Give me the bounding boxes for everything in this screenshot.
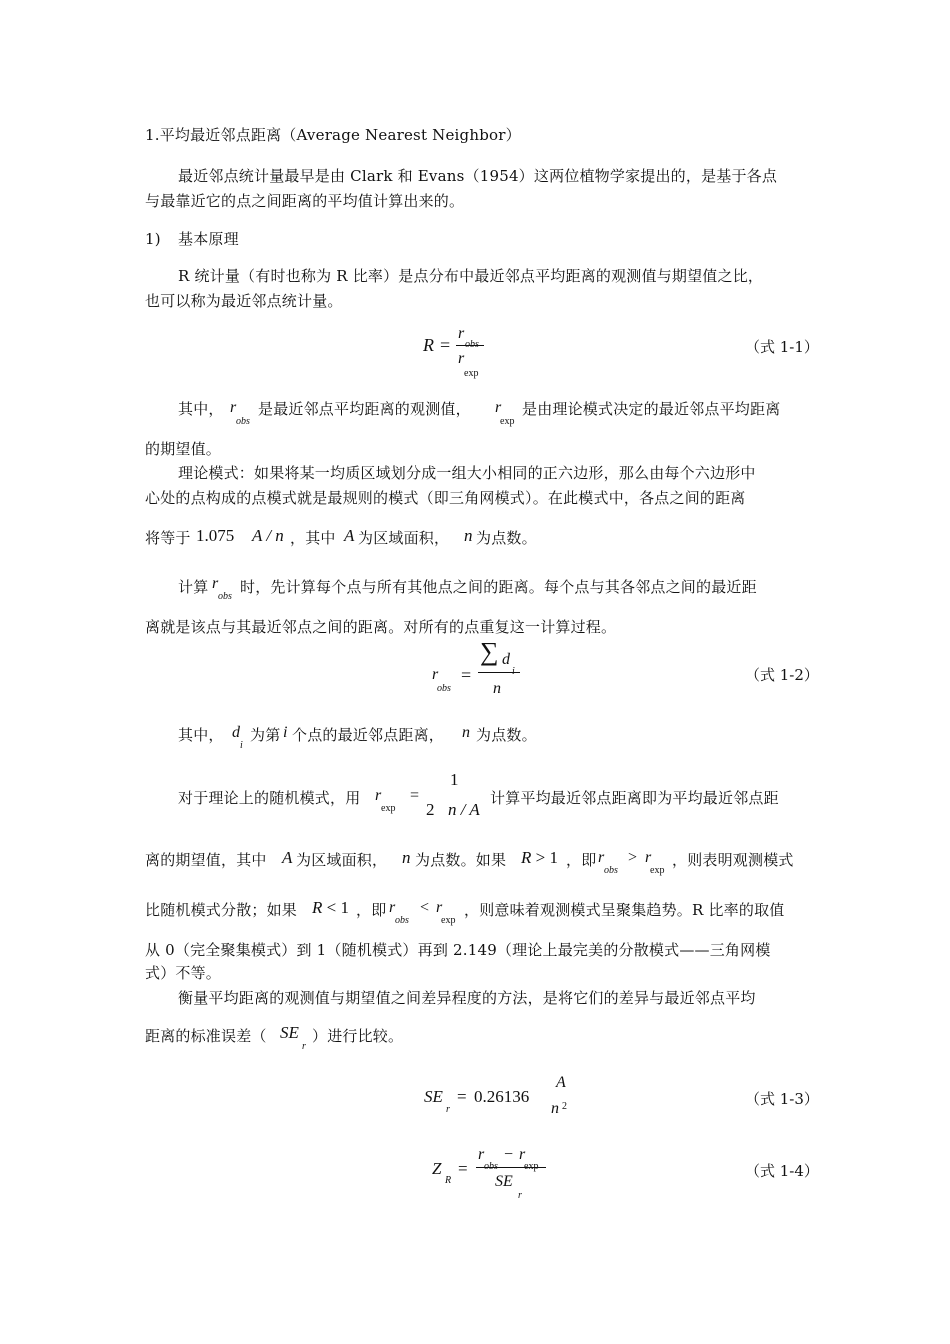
para3-line2: 的期望值。 bbox=[145, 440, 222, 458]
equation-1-3-label: （式 1-3） bbox=[745, 1090, 819, 1108]
section-title: 1.平均最近邻点距离（Average Nearest Neighbor） bbox=[145, 126, 521, 144]
para5-b: 时，先计算每个点与所有其他点之间的距离。每个点与其各邻点之间的最近距 bbox=[240, 578, 757, 596]
para4-line1: 理论模式：如果将某一均质区域划分成一组大小相同的正六边形，那么由每个六边形中 bbox=[178, 464, 756, 482]
para7-line5: 式）不等。 bbox=[145, 964, 222, 982]
para7-line3-a: 比随机模式分散；如果 bbox=[145, 901, 298, 919]
equation-1-2-label: （式 1-2） bbox=[745, 666, 819, 684]
equation-1-1-label: （式 1-1） bbox=[745, 338, 819, 356]
para7-line3-c: ，则意味着观测模式呈聚集趋势。R 比率的取值 bbox=[464, 901, 785, 919]
subsection-number: 1) bbox=[145, 230, 161, 248]
para7-line2-a: 离的期望值，其中 bbox=[145, 851, 267, 869]
para7-line4: 从 0（完全聚集模式）到 1（随机模式）再到 2.149（理论上最完美的分散模式——三角网模 bbox=[145, 941, 771, 959]
r-obs-symbol: r bbox=[230, 399, 237, 416]
para3-a: 其中， bbox=[178, 400, 224, 418]
equation-1-4-label: （式 1-4） bbox=[745, 1162, 819, 1180]
para2-line2: 也可以称为最近邻点统计量。 bbox=[145, 292, 343, 310]
para6-b: 为第 bbox=[250, 726, 281, 744]
para5-a: 计算 bbox=[178, 578, 209, 596]
sqrt-a-over-n: A / n bbox=[252, 526, 284, 545]
para4-line2: 心处的点构成的点模式就是最规则的模式（即三角网模式）。在此模式中，各点之间的距离 bbox=[145, 489, 746, 507]
para6-a: 其中， bbox=[178, 726, 224, 744]
para2-line1: R 统计量（有时也称为 R 比率）是点分布中最近邻点平均距离的观测值与期望值之比， bbox=[178, 267, 764, 285]
para4-line3-d: 为点数。 bbox=[476, 529, 537, 547]
para6-c: 个点的最近邻点距离， bbox=[292, 726, 445, 744]
para7-b: 计算平均最近邻点距离即为平均最近邻点距 bbox=[490, 789, 779, 807]
para1-line1: 最近邻点统计量最早是由 Clark 和 Evans（1954）这两位植物学家提出的，是基于各点 bbox=[178, 167, 778, 185]
para8-line2-b: ）进行比较。 bbox=[312, 1027, 404, 1045]
para7-a: 对于理论上的随机模式，用 bbox=[178, 789, 361, 807]
para4-line3-a: 将等于 bbox=[145, 529, 191, 547]
para8-line2-a: 距离的标准误差（ bbox=[145, 1027, 267, 1045]
para3-b: 是最近邻点平均距离的观测值， bbox=[258, 400, 471, 418]
constant-1075: 1.075 bbox=[196, 526, 235, 545]
para1-line2: 与最靠近它的点之间距离的平均值计算出来的。 bbox=[145, 192, 465, 210]
para4-line3-b: ，其中 bbox=[290, 529, 336, 547]
para5-line2: 离就是该点与其最近邻点之间的距离。对所有的点重复这一计算过程。 bbox=[145, 618, 617, 636]
para7-line2-d: ，即 bbox=[566, 851, 597, 869]
para7-line2-e: ，则表明观测模式 bbox=[672, 851, 794, 869]
para7-line3-b: ，即 bbox=[356, 901, 387, 919]
para8-line1: 衡量平均距离的观测值与期望值之间差异程度的方法，是将它们的差异与最近邻点平均 bbox=[178, 989, 756, 1007]
subsection-title: 基本原理 bbox=[178, 230, 239, 248]
document-page: 1.平均最近邻点距离（Average Nearest Neighbor） 最近邻点统计量最早是由 Clark 和 Evans（1954）这两位植物学家提出的，是基于各点 与最靠近它的点之间距离的平均值计算出来的。 1) 基本原理 R 统计量（有时也称为 R 比率）是点分布中最近邻点平均距离的观测值与期望值之比， 也可以称为最近邻点统计量。 R = r r exp （式 1-1） 其中， r obs 是最近邻点平均距离的观测值， r exp 是由理论模式决定的最近邻点平均距离 的期望值。 理论模式：如果将某一均质区域划分成一组大小相同的正六边形，那么由每个六边形中 心处的点构成的点模式就是最规则的模式（即三角网模式）。在此模式中，各点之间的距离 将等于 1.075 A / n ，其中 A 为区域面积， n 为点数。 计算 r obs 时，先计算每个点与所有其他点之间的距离。每个点与其各邻点之间的最近距 离就是该点与其最近邻点之间的距离。对所有的点重复这一计算过程。 r obs = ∑ d n （式 1-2） 其中， d i 为第 i 个点的最近邻点距离， n 为点数。 对于理论上的随机模式，用 r exp = 1 2 n / A 计算平均最近邻点距离即为平均最近邻点距 离的期望值，其中 A 为区域面积， n 为点数。如果 R > 1 ，即 r obs > r exp ，则表明观测模式 比随机模式分散；如果 R < 1 ，即 r obs < r exp ，则意味着观测模式呈聚集趋势。R 比率的取值 从 0（完全聚集模式）到 1（随机模式）再到 2.149（理论上最完美的分散模式——三角网模 式）不等。 衡量平均距离的观测值与期望值之间差异程度的方法，是将它们的差异与最近邻点平均 距离的标准误差（ SE r ）进行比较。 SE r = 0.26136 A n 2 （式 1-3） Z R = r − r SE r （式 1-4） bbox=[145, 126, 819, 1201]
para4-line3-c: 为区域面积， bbox=[358, 529, 450, 547]
para7-line2-c: 为点数。如果 bbox=[415, 851, 507, 869]
para7-line2-b: 为区域面积， bbox=[296, 851, 388, 869]
para3-c: 是由理论模式决定的最近邻点平均距离 bbox=[522, 400, 781, 418]
para6-d: 为点数。 bbox=[476, 726, 537, 744]
r-exp-symbol: r bbox=[495, 399, 502, 416]
constant-026136: 0.26136 bbox=[474, 1087, 530, 1106]
